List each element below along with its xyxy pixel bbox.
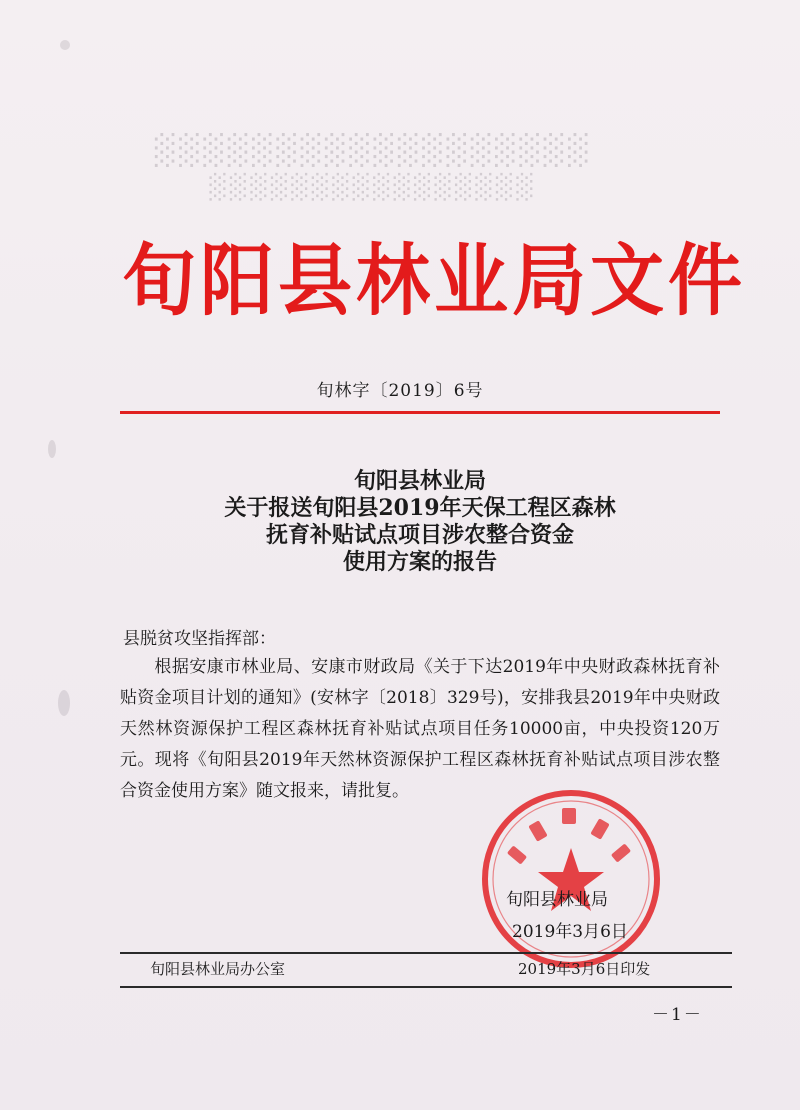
- report-title-line: 旬阳县林业局: [353, 468, 486, 494]
- footer-issuing-office: 旬阳县林业局办公室: [150, 960, 286, 978]
- footer-print-date: 2019年3月6日印发: [518, 960, 651, 978]
- paper-speck: [58, 690, 70, 716]
- show-through-text: ░░░░░░░░░░░░░░░░░░: [150, 133, 588, 167]
- body-paragraph-text: 根据安康市林业局、安康市财政局《关于下达2019年中央财政森林抚育补贴资金项目计划的通知》(安林字〔2018〕329号)，安排我县2019年中央财政天然林资源保护工程区森林抚育补贴试点项目任务10000亩，中央投资120万元。现将《旬阳县2019年天然林资源保护工程区森林抚育补贴试点项目涉农整合资金使用方案》随文报来，请批复。: [120, 657, 720, 801]
- footer-bottom-rule: [120, 986, 732, 988]
- paper-speck: [60, 40, 70, 50]
- signature-date: 2019年3月6日: [512, 922, 628, 942]
- page-number: －1－: [652, 1005, 703, 1025]
- footer-top-rule: [120, 952, 732, 954]
- report-title-line: 抚育补贴试点项目涉农整合资金: [265, 522, 574, 548]
- show-through-text: ░░░░░░░░░░░░░░░░: [205, 172, 533, 201]
- report-title: [120, 468, 720, 576]
- report-title-line: 关于报送旬阳县2019年天保工程区森林: [224, 495, 616, 521]
- body-paragraph: [120, 652, 720, 807]
- signature-organization: 旬阳县林业局: [506, 890, 608, 910]
- official-seal-stamp: [478, 786, 664, 972]
- document-header-title: 旬阳县林业局文件: [122, 236, 746, 327]
- recipient: 县脱贫攻坚指挥部：: [123, 629, 276, 649]
- document-number: 旬林字〔2019〕6号: [316, 381, 484, 401]
- red-separator-rule: [120, 411, 720, 414]
- paper-speck: [48, 440, 56, 458]
- report-title-line: 使用方案的报告: [342, 549, 497, 575]
